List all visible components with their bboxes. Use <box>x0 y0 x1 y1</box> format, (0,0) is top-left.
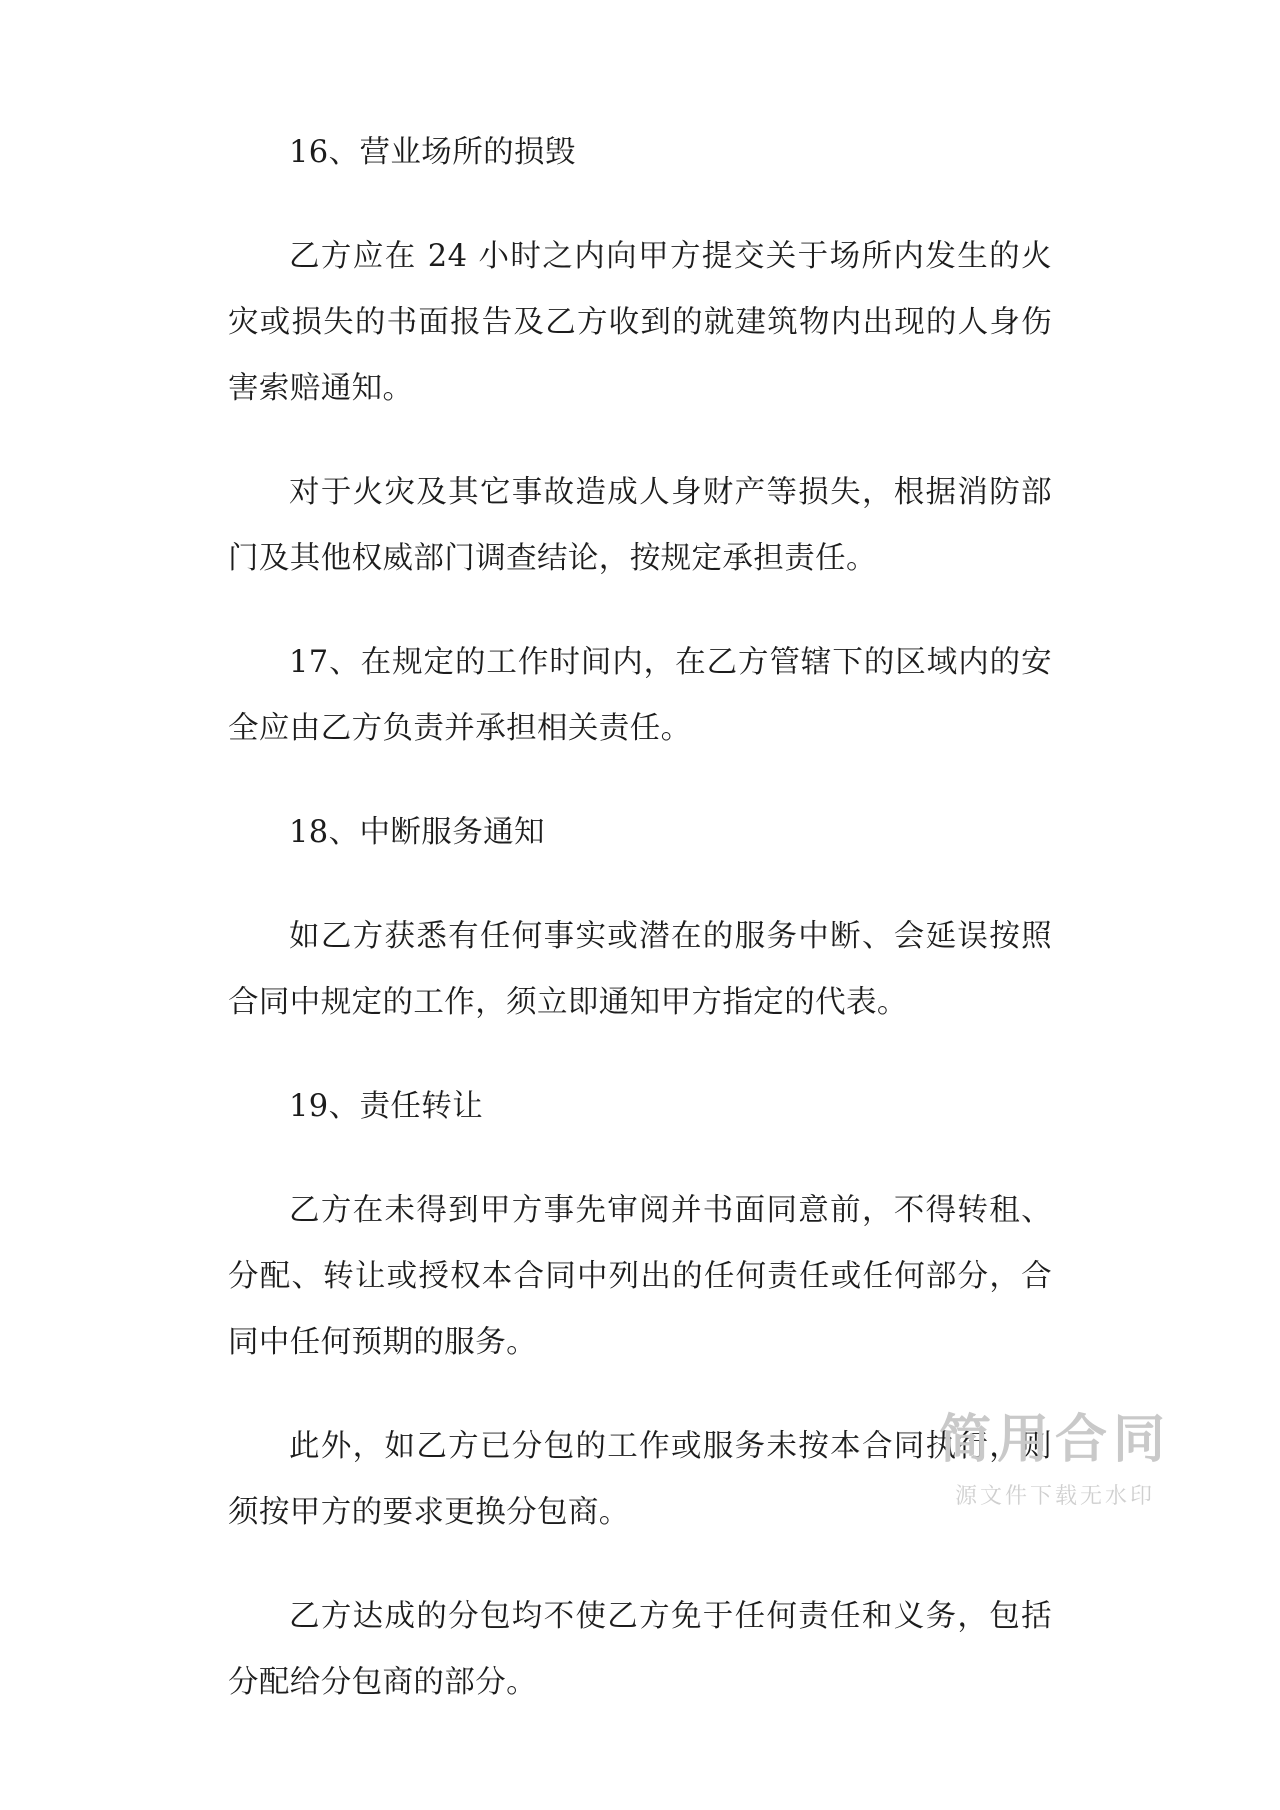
watermark-subtitle: 源文件下载无水印 <box>954 1483 1155 1509</box>
document-text-body <box>228 120 1052 1716</box>
section-heading-18: 18、中断服务通知 <box>289 815 545 850</box>
paragraph-16-2: 对于火灾及其它事故造成人身财产等损失，根据消防部门及其他权威部门调查结论，按规定承担责任。 <box>228 475 1052 576</box>
paragraph-18-1: 如乙方获悉有任何事实或潜在的服务中断、会延误按照合同中规定的工作，须立即通知甲方指定的代表。 <box>228 919 1052 1020</box>
paragraph-16-1: 乙方应在 24 小时之内向甲方提交关于场所内发生的火灾或损失的书面报告及乙方收到的就建筑物内出现的人身伤害索赔通知。 <box>228 239 1052 406</box>
watermark-title: 简用合同 <box>938 1410 1171 1471</box>
section-heading-16: 16、营业场所的损毁 <box>289 135 576 170</box>
paragraph-17: 17、在规定的工作时间内，在乙方管辖下的区域内的安全应由乙方负责并承担相关责任。 <box>228 645 1052 746</box>
paragraph-19-3: 乙方达成的分包均不使乙方免于任何责任和义务，包括分配给分包商的部分。 <box>228 1599 1052 1700</box>
paragraph-19-2: 此外，如乙方已分包的工作或服务未按本合同执行，则须按甲方的要求更换分包商。 <box>228 1429 1052 1530</box>
paragraph-19-1: 乙方在未得到甲方事先审阅并书面同意前，不得转租、分配、转让或授权本合同中列出的任何责任或任何部分，合同中任何预期的服务。 <box>228 1193 1052 1360</box>
section-heading-19: 19、责任转让 <box>289 1089 484 1124</box>
